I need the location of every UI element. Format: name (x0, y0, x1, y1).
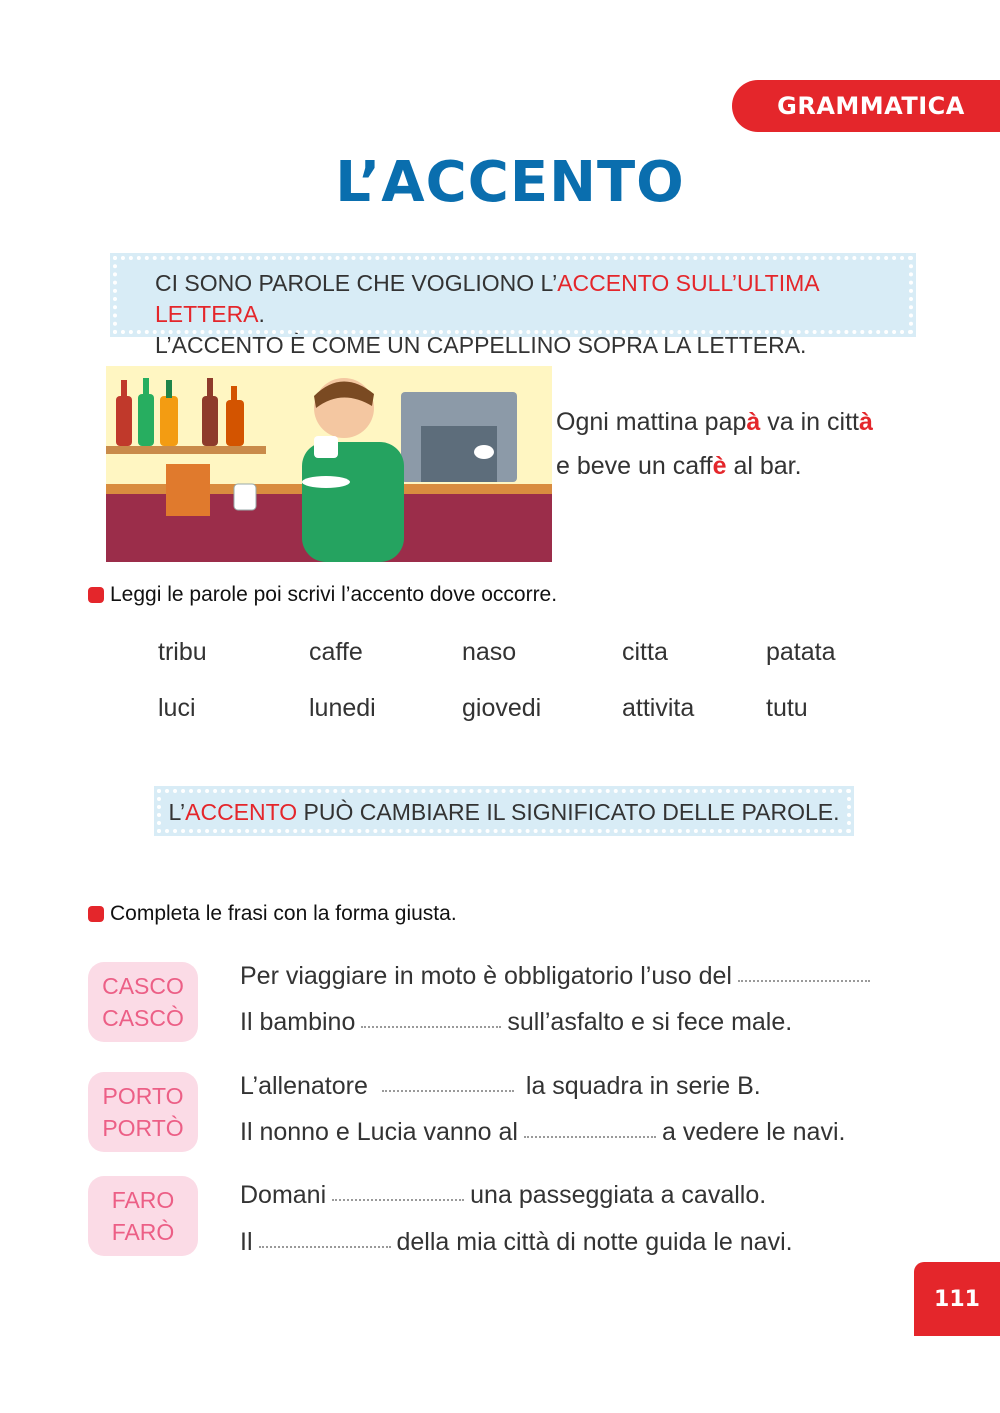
word-choice-chip (88, 962, 198, 1042)
story-text-part: Ogni mattina pap (556, 408, 747, 436)
rule-highlight: ACCENTO SULL’ULTIMA LETTERA (155, 270, 819, 327)
answer-blank[interactable] (738, 978, 870, 982)
story-text-part: e beve un caff (556, 452, 713, 480)
word-item: tribu (158, 638, 207, 666)
choice-option: CASCO (102, 973, 184, 999)
word-choice-chip (88, 1176, 198, 1256)
word-item: citta (622, 638, 668, 666)
story-accent: à (858, 408, 873, 436)
word-item: attivita (622, 694, 695, 722)
meaning-text-end: PUÒ CAMBIARE IL SIGNIFICATO DELLE PAROLE. (297, 799, 840, 825)
meaning-box (157, 789, 851, 833)
word-item: lunedi (309, 694, 376, 722)
sentence-text: Il (240, 1228, 253, 1256)
meaning-highlight: ACCENTO (185, 799, 298, 825)
instruction-text: Leggi le parole poi scrivi l’accento dove occorre. (110, 583, 558, 606)
sentence (240, 1181, 766, 1210)
sentence-text: L’allenatore (240, 1072, 368, 1100)
answer-blank[interactable] (332, 1197, 464, 1201)
word-item: caffe (309, 638, 363, 666)
word-item: luci (158, 694, 196, 722)
cafe-illustration (106, 366, 552, 562)
bullet-icon (88, 906, 104, 922)
word-item: patata (766, 638, 836, 666)
sentence-text: una passeggiata a cavallo. (470, 1181, 767, 1209)
sentence-text: Per viaggiare in moto è obbligatorio l’uso del (240, 962, 732, 990)
page-title: L’ACCENTO (335, 150, 685, 215)
choice-option: CASCÒ (102, 1005, 184, 1031)
story-line-2 (556, 444, 976, 488)
sentence (240, 1072, 761, 1101)
sentence-text: Il nonno e Lucia vanno al (240, 1118, 518, 1146)
answer-blank[interactable] (524, 1134, 656, 1138)
exercise1-instruction (88, 583, 557, 607)
sentence-text: a vedere le navi. (662, 1118, 846, 1146)
choice-option: PORTÒ (102, 1115, 184, 1141)
choice-option: PORTO (102, 1083, 184, 1109)
answer-blank[interactable] (361, 1024, 501, 1028)
answer-blank[interactable] (382, 1088, 514, 1092)
sentence-text: la squadra in serie B. (525, 1072, 761, 1100)
story-accent: à (746, 408, 761, 436)
story-accent: è (712, 452, 727, 480)
rule-text-end: . (258, 301, 265, 327)
word-item: tutu (766, 694, 808, 722)
section-tab: GRAMMATICA (732, 80, 1000, 132)
answer-blank[interactable] (259, 1244, 391, 1248)
bullet-icon (88, 587, 104, 603)
exercise2-instruction (88, 902, 457, 926)
sentence (240, 962, 876, 991)
word-choice-chip (88, 1072, 198, 1152)
story-text-part: al bar. (726, 452, 802, 480)
meaning-text: L’ (168, 799, 186, 825)
sentence-text: della mia città di notte guida le navi. (396, 1228, 793, 1256)
story-text (556, 400, 976, 488)
sentence-text: sull’asfalto e si fece male. (507, 1008, 793, 1036)
rule-line-2: L’ACCENTO È COME UN CAPPELLINO SOPRA LA LETTERA. (155, 332, 807, 358)
sentence (240, 1118, 845, 1147)
story-line-1 (556, 400, 976, 444)
rule-text: CI SONO PAROLE CHE VOGLIONO L’ (155, 270, 558, 296)
rule-box (113, 256, 913, 358)
sentence (240, 1228, 793, 1257)
instruction-text: Completa le frasi con la forma giusta. (110, 902, 457, 925)
choice-option: FARÒ (111, 1219, 175, 1245)
word-item: giovedi (462, 694, 542, 722)
rule-line-1 (155, 268, 909, 330)
page-number: 111 (914, 1262, 1000, 1336)
story-text-part: va in citt (760, 408, 859, 436)
sentence-text: Il bambino (240, 1008, 356, 1036)
sentence (240, 1008, 792, 1037)
choice-option: FARO (111, 1187, 175, 1213)
sentence-text: Domani (240, 1181, 327, 1209)
word-item: naso (462, 638, 517, 666)
